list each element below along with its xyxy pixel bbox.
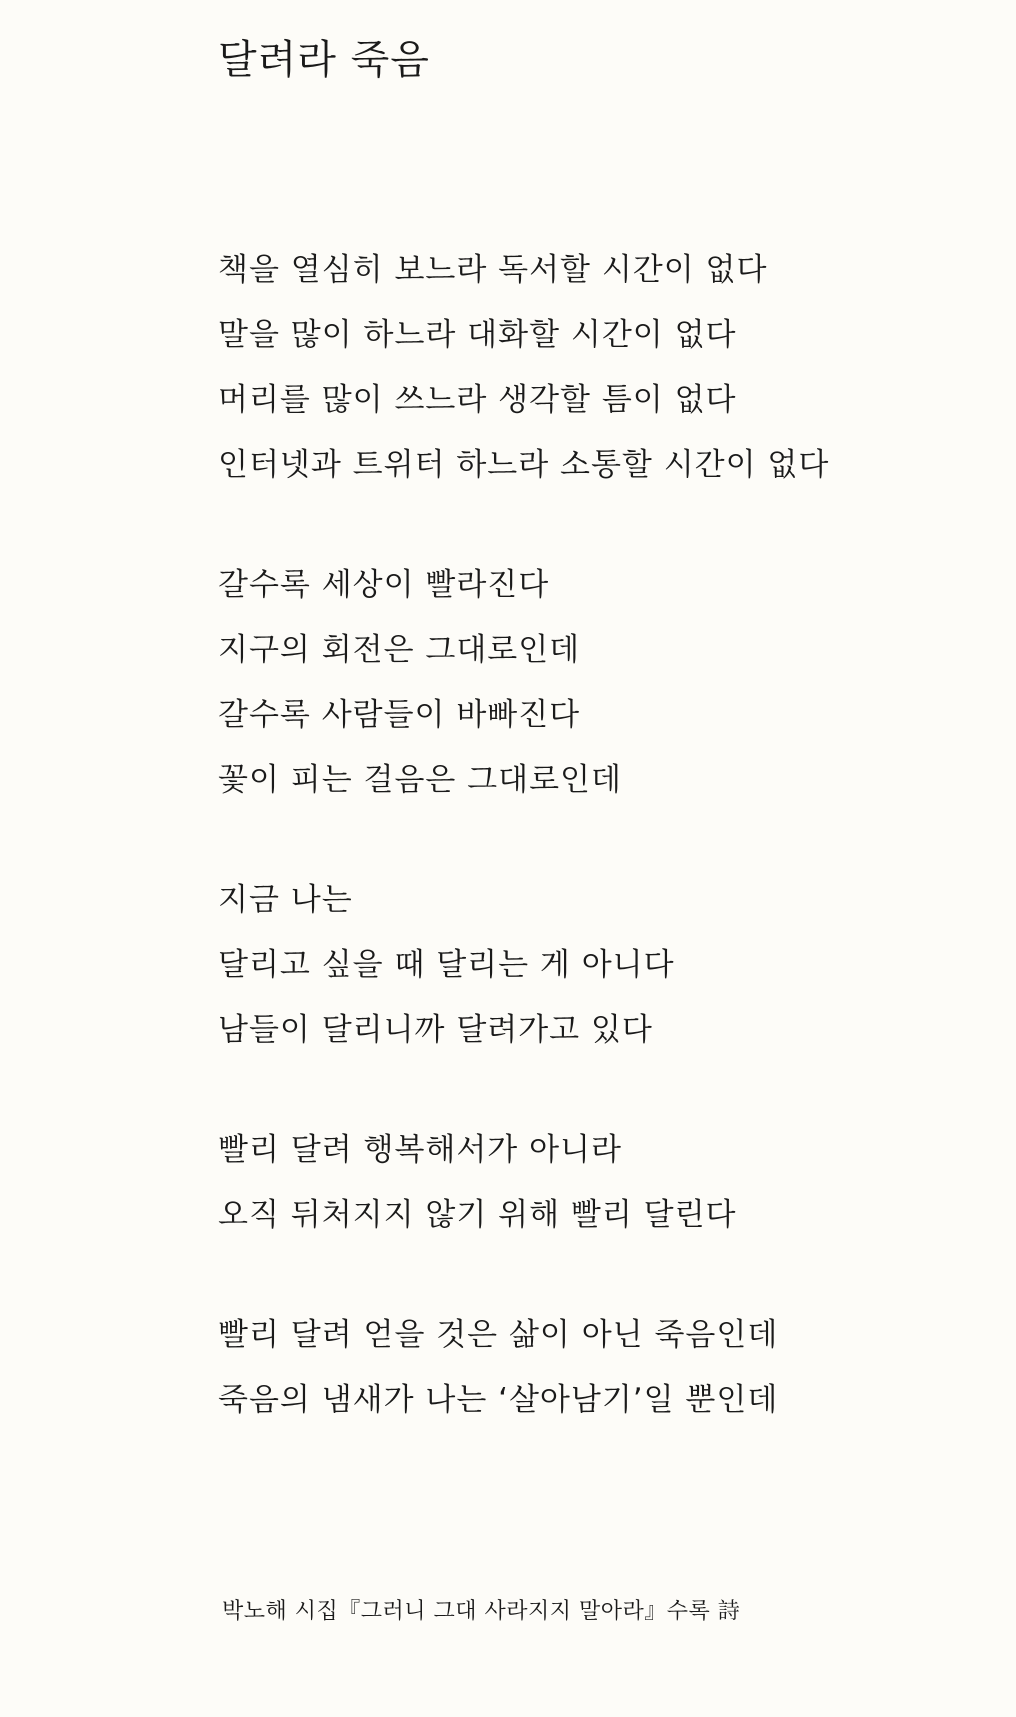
- poem-line: 갈수록 세상이 빨라진다: [218, 567, 550, 603]
- poem-line: 빨리 달려 행복해서가 아니라: [218, 1132, 622, 1168]
- poem-title: 달려라 죽음: [218, 37, 430, 83]
- poem-line: 지금 나는: [218, 882, 353, 918]
- stanza: [218, 238, 978, 498]
- stanza: [218, 868, 978, 1063]
- poem-line: 빨리 달려 얻을 것은 삶이 아닌 죽음인데: [218, 1317, 779, 1353]
- stanza: [218, 553, 978, 813]
- source-attribution: 박노해 시집『그러니 그대 사라지지 말아라』수록 詩: [222, 1599, 741, 1624]
- poem-line: 인터넷과 트위터 하느라 소통할 시간이 없다: [218, 447, 830, 483]
- poem-line: 남들이 달리니까 달려가고 있다: [218, 1012, 653, 1048]
- poem-line: 꽃이 피는 걸음은 그대로인데: [218, 762, 622, 798]
- poem-line: 말을 많이 하느라 대화할 시간이 없다: [218, 317, 737, 353]
- stanza: [218, 1303, 978, 1433]
- stanza: [218, 1118, 978, 1248]
- poem-body: [218, 238, 978, 1488]
- poem-line: 달리고 싶을 때 달리는 게 아니다: [218, 947, 675, 983]
- poem-line: 오직 뒤처지지 않기 위해 빨리 달린다: [218, 1197, 737, 1233]
- poem-line: 머리를 많이 쓰느라 생각할 틈이 없다: [218, 382, 737, 418]
- poem-line: 지구의 회전은 그대로인데: [218, 632, 581, 668]
- poem-line: 죽음의 냄새가 나는 ‘살아남기’일 뿐인데: [218, 1382, 779, 1418]
- poem-line: 갈수록 사람들이 바빠진다: [218, 697, 581, 733]
- poem-line: 책을 열심히 보느라 독서할 시간이 없다: [218, 252, 768, 288]
